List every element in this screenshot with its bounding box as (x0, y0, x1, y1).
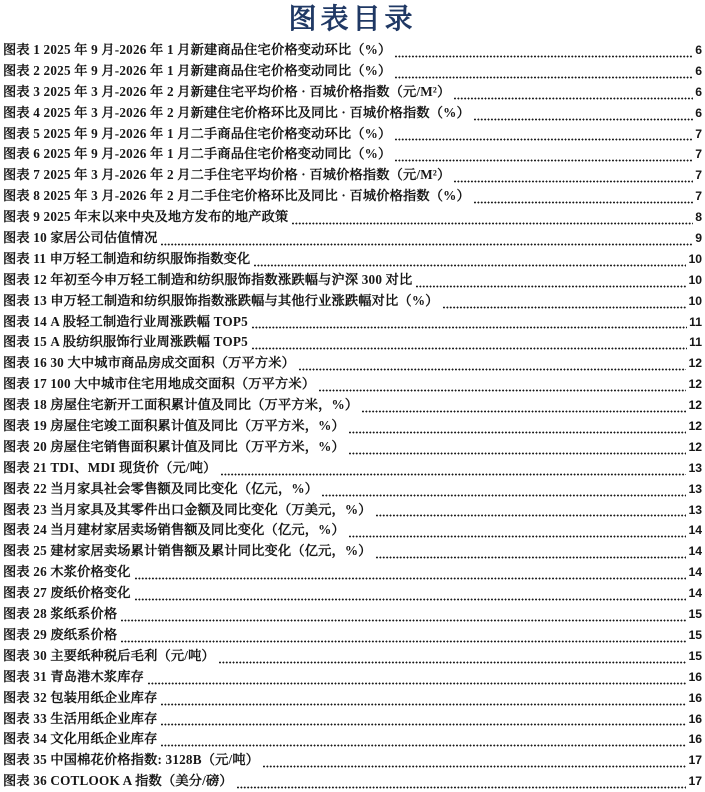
toc-entry-label: 图表 20 房屋住宅销售面积累计值及同比（万平方米，%） (3, 438, 345, 454)
dot-leader (292, 218, 693, 225)
toc-entry[interactable] (3, 562, 702, 583)
dot-leader (362, 406, 686, 413)
toc-entry[interactable] (3, 625, 702, 646)
toc-entry-label: 图表 12 年初至今申万轻工制造和纺织服饰指数涨跌幅与沪深 300 对比 (3, 271, 413, 287)
dot-leader (221, 469, 687, 476)
toc-entry[interactable] (3, 688, 702, 709)
toc-entry-label: 图表 24 当月建材家居卖场销售额及同比变化（亿元，%） (3, 522, 345, 538)
dot-leader (395, 155, 693, 162)
toc-entry-page: 11 (689, 335, 702, 350)
toc-entry-page: 16 (688, 690, 702, 705)
toc-entry-page: 16 (688, 669, 702, 684)
toc-entry-page: 14 (688, 544, 702, 559)
dot-leader (252, 322, 687, 329)
toc-entry-page: 16 (688, 711, 702, 726)
toc-entry-page: 12 (688, 398, 702, 413)
toc-entry-page: 10 (688, 293, 702, 308)
toc-entry-label: 图表 21 TDI、MDI 现货价（元/吨） (3, 459, 217, 475)
dot-leader (252, 343, 687, 350)
toc-entry-label: 图表 19 房屋住宅竣工面积累计值及同比（万平方米，%） (3, 418, 345, 434)
toc-entry[interactable] (3, 771, 702, 792)
toc-entry[interactable] (3, 353, 702, 374)
dot-leader (454, 176, 693, 183)
toc-entry[interactable] (3, 124, 702, 145)
toc-entry[interactable] (3, 729, 702, 750)
toc-entry-page: 12 (688, 419, 702, 434)
toc-entry[interactable] (3, 604, 702, 625)
dot-leader (349, 531, 687, 538)
toc-entry[interactable] (3, 103, 702, 124)
toc-entry-label: 图表 5 2025 年 9 月-2026 年 1 月二手商品住宅价格变动环比（%） (3, 125, 392, 141)
toc-entry-page: 7 (695, 147, 702, 162)
dot-leader (161, 699, 686, 706)
toc-entry-page: 12 (688, 356, 702, 371)
toc-entry-label: 图表 8 2025 年 3 月-2026 年 2 月二手住宅价格环比及同比 · 百城价格指数（%） (3, 188, 470, 204)
toc-entry-page: 15 (688, 607, 702, 622)
toc-entry[interactable] (3, 374, 702, 395)
dot-leader (376, 510, 687, 517)
toc-entry[interactable] (3, 479, 702, 500)
toc-entry[interactable] (3, 207, 702, 228)
toc-entry-label: 图表 9 2025 年末以来中央及地方发布的地产政策 (3, 209, 289, 225)
toc-entry-label: 图表 35 中国棉花价格指数: 3128B（元/吨） (3, 752, 260, 768)
dot-leader (349, 448, 687, 455)
toc-entry-page: 17 (688, 774, 702, 789)
toc-entry-label: 图表 32 包装用纸企业库存 (3, 689, 158, 705)
toc-list (3, 40, 702, 792)
toc-entry-page: 13 (688, 502, 702, 517)
toc-entry-page: 12 (688, 439, 702, 454)
toc-entry[interactable] (3, 437, 702, 458)
toc-entry-page: 7 (695, 126, 702, 141)
toc-entry-page: 14 (688, 586, 702, 601)
dot-leader (474, 197, 693, 204)
toc-entry[interactable] (3, 144, 702, 165)
dot-leader (263, 761, 686, 768)
toc-entry-page: 8 (695, 210, 702, 225)
toc-entry-page: 9 (695, 231, 702, 246)
dot-leader (376, 552, 687, 559)
toc-entry-page: 13 (688, 481, 702, 496)
toc-entry-label: 图表 10 家居公司估值情况 (3, 230, 158, 246)
toc-entry[interactable] (3, 541, 702, 562)
toc-entry-label: 图表 28 浆纸系价格 (3, 606, 118, 622)
toc-entry[interactable] (3, 332, 702, 353)
dot-leader (148, 678, 686, 685)
toc-entry-page: 11 (689, 314, 702, 329)
dot-leader (121, 636, 686, 643)
toc-entry[interactable] (3, 646, 702, 667)
dot-leader (161, 740, 686, 747)
toc-entry-label: 图表 31 青岛港木浆库存 (3, 668, 145, 684)
dot-leader (454, 93, 693, 100)
toc-entry-label: 图表 16 30 大中城市商品房成交面积（万平方米） (3, 355, 296, 371)
toc-entry-page: 10 (688, 272, 702, 287)
toc-entry-page: 15 (688, 648, 702, 663)
toc-entry-label: 图表 34 文化用纸企业库存 (3, 731, 158, 747)
dot-leader (121, 615, 686, 622)
toc-entry-label: 图表 22 当月家具社会零售额及同比变化（亿元，%） (3, 480, 319, 496)
toc-entry-label: 图表 25 建材家居卖场累计销售额及累计同比变化（亿元，%） (3, 543, 372, 559)
toc-entry-label: 图表 27 废纸价格变化 (3, 585, 131, 601)
toc-entry[interactable] (3, 520, 702, 541)
toc-entry-label: 图表 13 申万轻工制造和纺织服饰指数涨跌幅与其他行业涨跌幅对比（%） (3, 292, 439, 308)
toc-entry-page: 6 (695, 63, 702, 78)
toc-entry[interactable] (3, 709, 702, 730)
dot-leader (161, 719, 686, 726)
dot-leader (135, 594, 687, 601)
toc-entry[interactable] (3, 667, 702, 688)
toc-entry-label: 图表 6 2025 年 9 月-2026 年 1 月二手商品住宅价格变动同比（%） (3, 146, 392, 162)
toc-entry[interactable] (3, 165, 702, 186)
toc-entry-label: 图表 4 2025 年 3 月-2026 年 2 月新建住宅价格环比及同比 · 百城价格指数（%） (3, 104, 470, 120)
toc-entry-page: 6 (695, 105, 702, 120)
toc-entry-page: 10 (688, 251, 702, 266)
toc-entry-label: 图表 7 2025 年 3 月-2026 年 2 月二手住宅平均价格 · 百城价格指数（元/M²） (3, 167, 451, 183)
toc-entry-page: 14 (688, 523, 702, 538)
toc-entry[interactable] (3, 249, 702, 270)
page-title: 图表目录 (288, 4, 417, 35)
dot-leader (395, 51, 693, 58)
dot-leader (299, 364, 686, 371)
toc-entry[interactable] (3, 186, 702, 207)
dot-leader (237, 782, 687, 789)
dot-leader (161, 239, 693, 246)
toc-entry[interactable] (3, 61, 702, 82)
toc-entry[interactable] (3, 40, 702, 61)
dot-leader (322, 490, 686, 497)
toc-entry[interactable] (3, 291, 702, 312)
toc-entry-label: 图表 11 申万轻工制造和纺织服饰指数变化 (3, 250, 251, 266)
toc-entry[interactable] (3, 395, 702, 416)
dot-leader (135, 573, 687, 580)
toc-entry-page: 7 (695, 189, 702, 204)
dot-leader (443, 302, 687, 309)
toc-entry-page: 13 (688, 460, 702, 475)
dot-leader (319, 385, 686, 392)
toc-entry-label: 图表 23 当月家具及其零件出口金额及同比变化（万美元，%） (3, 501, 372, 517)
toc-entry-label: 图表 14 A 股轻工制造行业周涨跌幅 TOP5 (3, 313, 248, 329)
toc-entry-page: 16 (688, 732, 702, 747)
toc-entry-label: 图表 18 房屋住宅新开工面积累计值及同比（万平方米，%） (3, 397, 359, 413)
toc-entry-label: 图表 30 主要纸种税后毛利（元/吨） (3, 647, 215, 663)
toc-entry[interactable] (3, 458, 702, 479)
toc-entry-page: 15 (688, 627, 702, 642)
toc-entry-label: 图表 36 COTLOOK A 指数（美分/磅） (3, 773, 233, 789)
toc-entry-page: 6 (695, 43, 702, 57)
dot-leader (474, 114, 693, 121)
toc-entry[interactable] (3, 500, 702, 521)
dot-leader (349, 427, 687, 434)
toc-entry-label: 图表 2 2025 年 9 月-2026 年 1 月新建商品住宅价格变动同比（%） (3, 62, 392, 78)
toc-entry-page: 6 (695, 84, 702, 99)
toc-entry[interactable] (3, 82, 702, 103)
toc-entry-label: 图表 29 废纸系价格 (3, 626, 118, 642)
dot-leader (416, 281, 686, 288)
toc-entry-label: 图表 17 100 大中城市住宅用地成交面积（万平方米） (3, 376, 316, 392)
toc-entry[interactable] (3, 312, 702, 333)
toc-entry-label: 图表 15 A 股纺织服饰行业周涨跌幅 TOP5 (3, 334, 248, 350)
toc-entry-page: 17 (688, 753, 702, 768)
toc-entry[interactable] (3, 228, 702, 249)
toc-entry-label: 图表 1 2025 年 9 月-2026 年 1 月新建商品住宅价格变动环比（%） (3, 42, 392, 57)
toc-entry-label: 图表 26 木浆价格变化 (3, 564, 131, 580)
dot-leader (395, 134, 693, 141)
dot-leader (254, 260, 686, 267)
toc-entry-page: 12 (688, 377, 702, 392)
toc-entry-page: 7 (695, 168, 702, 183)
toc-entry-label: 图表 3 2025 年 3 月-2026 年 2 月新建住宅平均价格 · 百城价格指数（元/M²） (3, 83, 451, 99)
toc-entry[interactable] (3, 583, 702, 604)
toc-entry[interactable] (3, 416, 702, 437)
dot-leader (395, 72, 693, 79)
dot-leader (219, 657, 687, 664)
toc-entry[interactable] (3, 270, 702, 291)
toc-entry-label: 图表 33 生活用纸企业库存 (3, 710, 158, 726)
toc-entry-page: 14 (688, 565, 702, 580)
toc-entry[interactable] (3, 750, 702, 771)
